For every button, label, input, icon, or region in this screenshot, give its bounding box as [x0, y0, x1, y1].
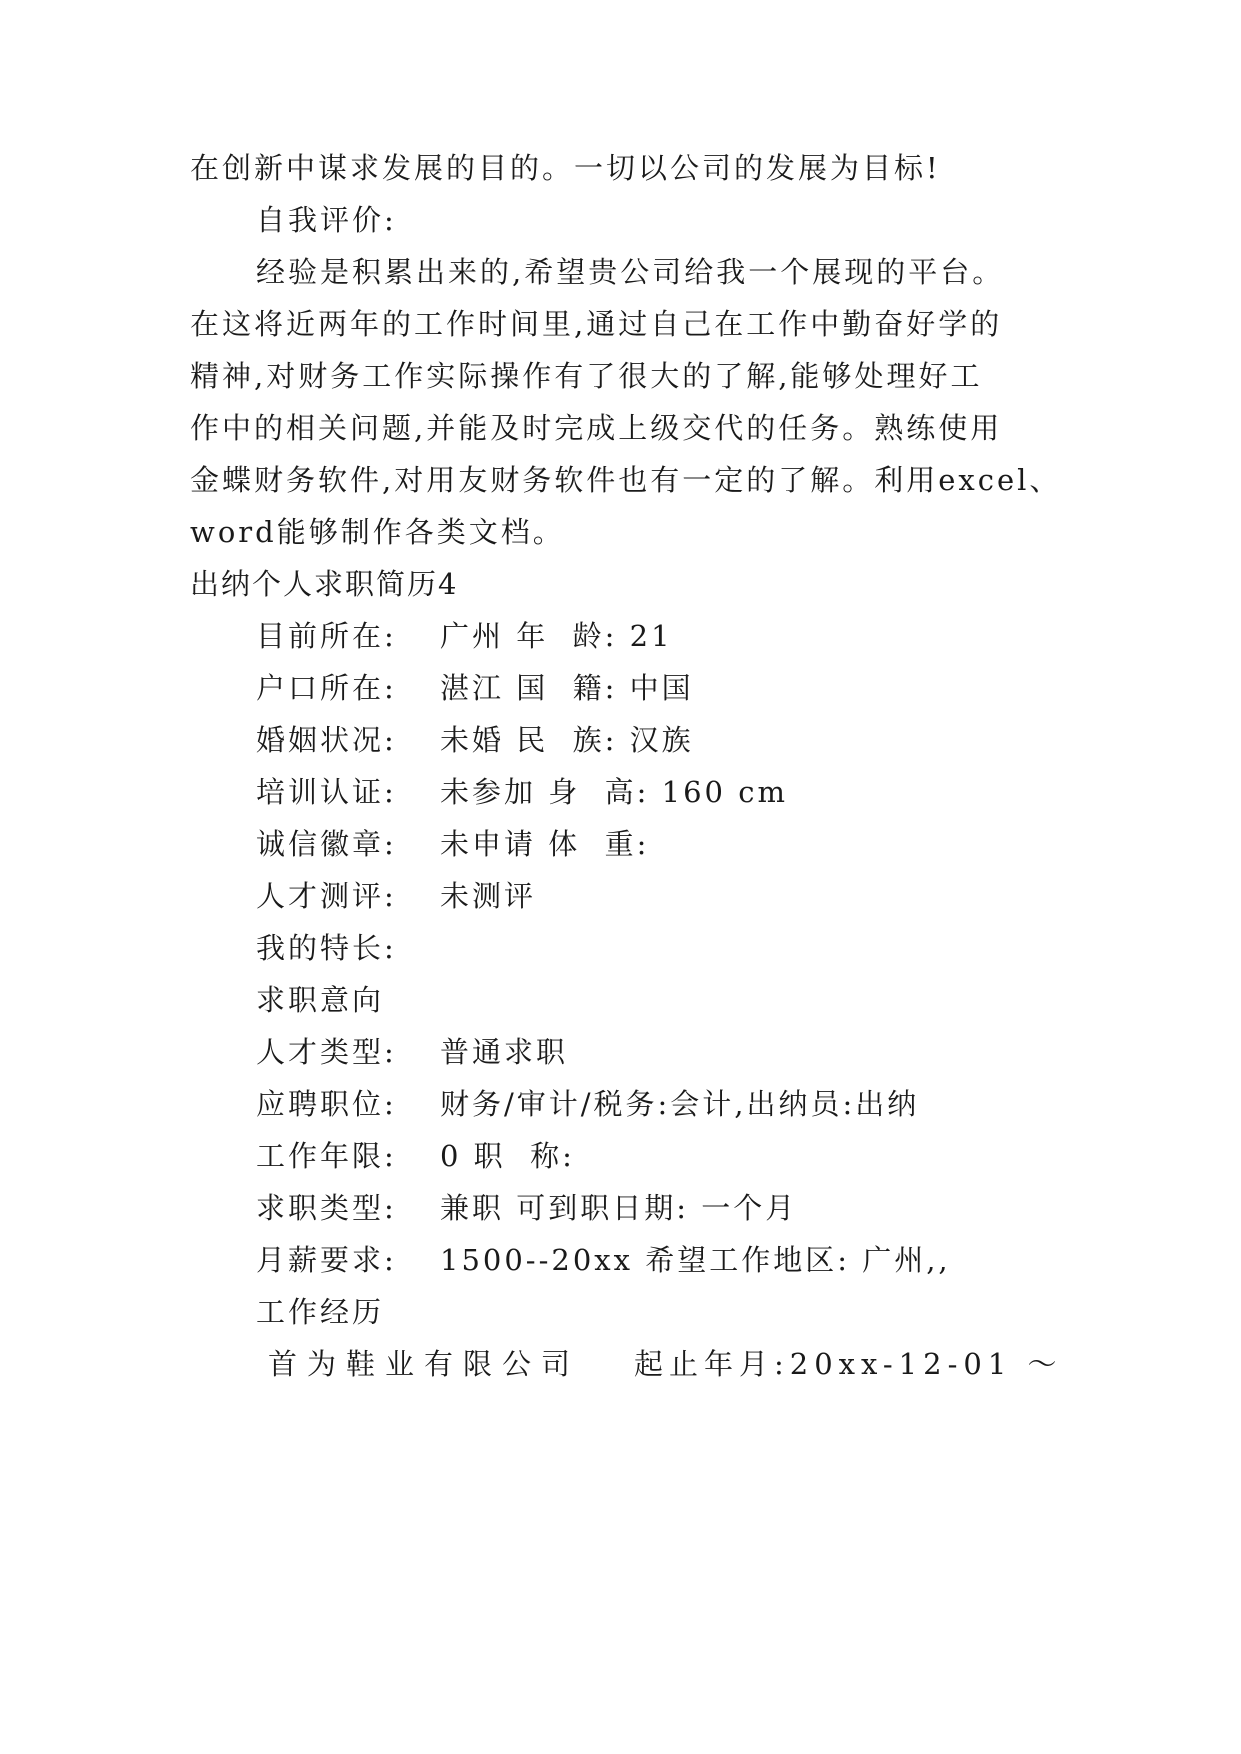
- profile-label: 诚信徽章:: [256, 827, 397, 861]
- profile-label: 目前所在:: [256, 619, 397, 653]
- profile-label: 户口所在:: [256, 671, 397, 705]
- intent-label: 工作年限:: [256, 1139, 397, 1173]
- intent-value: 0 职 称:: [440, 1139, 575, 1173]
- self-eval-line: 精神,对财务工作实际操作有了很大的了解,能够处理好工: [190, 359, 983, 393]
- experience-heading: 工作经历: [256, 1295, 385, 1329]
- profile-value: 未申请 体 重:: [440, 827, 650, 861]
- self-eval-label: 自我评价:: [256, 203, 397, 237]
- intent-label: 人才类型:: [256, 1035, 397, 1069]
- intro-continuation: 在创新中谋求发展的目的。一切以公司的发展为目标!: [190, 151, 941, 185]
- self-eval-line: 作中的相关问题,并能及时完成上级交代的任务。熟练使用: [190, 411, 1003, 445]
- intent-value: 普通求职: [440, 1035, 569, 1069]
- self-eval-line: word能够制作各类文档。: [190, 515, 565, 549]
- self-eval-line: 在这将近两年的工作时间里,通过自己在工作中勤奋好学的: [190, 307, 1003, 341]
- intent-heading: 求职意向: [256, 983, 385, 1017]
- profile-value: 广州 年 龄: 21: [440, 619, 673, 653]
- profile-value: 湛江 国 籍: 中国: [440, 671, 694, 705]
- resume-title: 出纳个人求职简历4: [190, 567, 459, 601]
- intent-label: 月薪要求:: [256, 1243, 397, 1277]
- profile-value: 未婚 民 族: 汉族: [440, 723, 694, 757]
- experience-period: 起止年月:20xx-12-01 ～: [634, 1347, 1063, 1381]
- profile-label: 我的特长:: [256, 931, 397, 965]
- profile-label: 婚姻状况:: [256, 723, 397, 757]
- profile-value: 未参加 身 高: 160 cm: [440, 775, 788, 809]
- profile-value: 未测评: [440, 879, 537, 913]
- self-eval-line: 金蝶财务软件,对用友财务软件也有一定的了解。利用excel、: [190, 463, 1062, 497]
- intent-label: 应聘职位:: [256, 1087, 397, 1121]
- intent-label: 求职类型:: [256, 1191, 397, 1225]
- intent-value: 1500--20xx 希望工作地区: 广州,,: [440, 1243, 951, 1277]
- experience-company: 首为鞋业有限公司: [268, 1347, 581, 1381]
- profile-label: 培训认证:: [256, 775, 397, 809]
- self-eval-line: 经验是积累出来的,希望贵公司给我一个展现的平台。: [256, 255, 1005, 289]
- profile-label: 人才测评:: [256, 879, 397, 913]
- intent-value: 财务/审计/税务:会计,出纳员:出纳: [440, 1087, 920, 1121]
- intent-value: 兼职 可到职日期: 一个月: [440, 1191, 798, 1225]
